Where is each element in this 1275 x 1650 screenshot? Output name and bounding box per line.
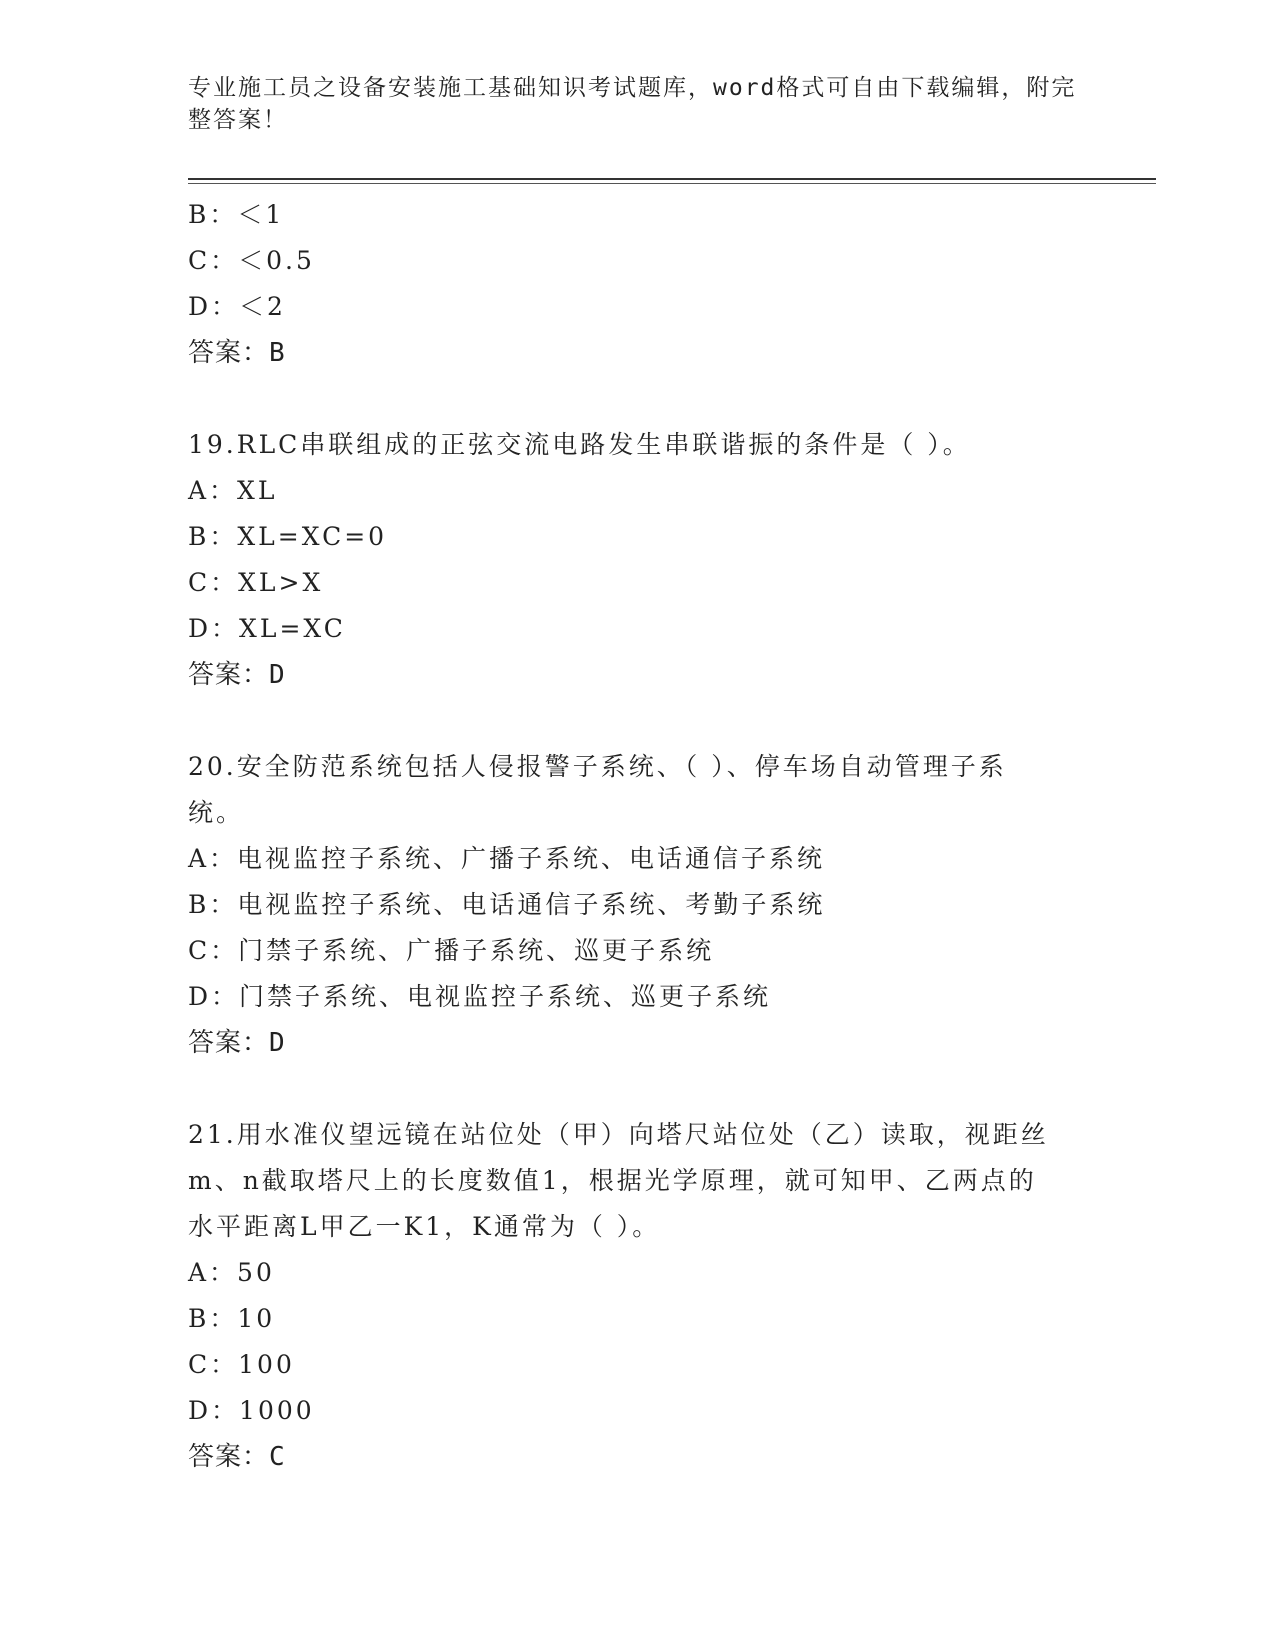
option-d: D：1000 xyxy=(188,1396,315,1425)
answer-line: 答案：D xyxy=(188,1028,286,1058)
option-d: D：XL=XC xyxy=(188,614,346,643)
header-line-2: 整答案！ xyxy=(188,107,288,133)
question-line: 19.RLC串联组成的正弦交流电路发生串联谐振的条件是（ ）。 xyxy=(188,430,971,459)
header-rule-thick xyxy=(188,178,1156,180)
header-line-1: 专业施工员之设备安装施工基础知识考试题库，word格式可自由下载编辑，附完 xyxy=(188,75,1077,101)
option-d: D：＜2 xyxy=(188,292,286,321)
header-rule-thin xyxy=(188,183,1156,184)
option-b: B：＜1 xyxy=(188,200,285,229)
document-header xyxy=(188,72,1088,136)
option-c: C：XL>X xyxy=(188,568,324,597)
question-line: m、n截取塔尺上的长度数值1，根据光学原理，就可知甲、乙两点的 xyxy=(188,1166,1037,1195)
option-c: C：门禁子系统、广播子系统、巡更子系统 xyxy=(188,936,715,965)
question-20 xyxy=(188,744,1088,1066)
option-c: C：100 xyxy=(188,1350,295,1379)
option-b: B：电视监控子系统、电话通信子系统、考勤子系统 xyxy=(188,890,826,919)
answer-line: 答案：D xyxy=(188,660,286,690)
option-b: B：XL=XC=0 xyxy=(188,522,388,551)
question-line: 20.安全防范系统包括人侵报警子系统、（ ）、停车场自动管理子系 xyxy=(188,752,1007,781)
answer-line: 答案：B xyxy=(188,338,286,368)
question-text xyxy=(188,422,1088,468)
question-18-continued xyxy=(188,192,1088,376)
option-c: C：＜0.5 xyxy=(188,246,315,275)
option-a: A：电视监控子系统、广播子系统、电话通信子系统 xyxy=(188,844,826,873)
question-line: 21.用水准仪望远镜在站位处（甲）向塔尺站位处（乙）读取，视距丝 xyxy=(188,1120,1049,1149)
option-a: A：50 xyxy=(188,1258,275,1287)
question-line: 水平距离L甲乙一K1，K通常为（ ）。 xyxy=(188,1212,661,1241)
question-21 xyxy=(188,1112,1088,1480)
option-b: B：10 xyxy=(188,1304,276,1333)
question-list xyxy=(188,192,1088,1480)
question-text xyxy=(188,744,1088,836)
question-text xyxy=(188,1112,1088,1250)
option-d: D：门禁子系统、电视监控子系统、巡更子系统 xyxy=(188,982,772,1011)
option-a: A：XL xyxy=(188,476,278,505)
question-19 xyxy=(188,422,1088,698)
question-line: 统。 xyxy=(188,798,245,827)
answer-line: 答案：C xyxy=(188,1442,286,1472)
